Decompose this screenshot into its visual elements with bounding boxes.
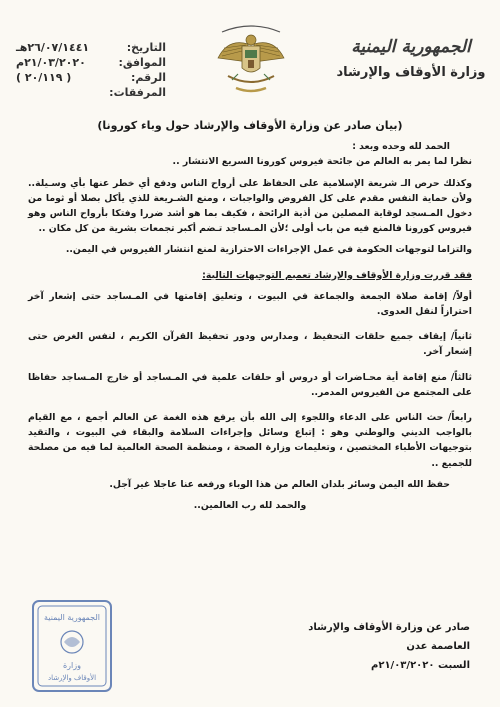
stamp-line-1: وزارة bbox=[62, 661, 82, 670]
paragraph-3: والتزاما لتوجهات الحكومة في عمل الإجراءات الاحترازية لمنع انتشار الفيروس في اليمن.. bbox=[65, 244, 472, 256]
reference-block bbox=[16, 40, 166, 100]
attachments-row bbox=[16, 85, 166, 100]
directive-2 bbox=[28, 329, 472, 359]
issuer: صادر عن وزارة الأوقاف والإرشاد bbox=[308, 622, 470, 633]
directive-1 bbox=[28, 289, 472, 319]
greeting: الحمد لله وحده وبعد : bbox=[352, 141, 450, 153]
ministry-stamp-icon bbox=[30, 598, 114, 694]
issuer-block bbox=[270, 618, 470, 675]
letter-body bbox=[28, 118, 472, 513]
directive-3-label: ثالثاً/ bbox=[450, 371, 472, 383]
issuer-city: العاصمة عدن bbox=[406, 641, 470, 652]
stamp-line-2: الأوقاف والإرشاد bbox=[47, 674, 97, 682]
directive-2-label: ثانياً/ bbox=[450, 331, 472, 343]
date-row bbox=[16, 40, 166, 55]
paragraph-1: نظرا لما يمر به العالم من جائحة فيروس كورونا السريع الانتشار .. bbox=[172, 156, 472, 168]
republic-name: الجمهورية اليمنية bbox=[351, 37, 471, 57]
ministry-name: وزارة الأوقاف والإرشاد bbox=[336, 65, 486, 80]
date-value: ٢٦/٠٧/١٤٤١هـ bbox=[16, 41, 90, 54]
corresponding-label: الموافق: bbox=[118, 56, 166, 69]
paragraph-2: وكذلك حرص الـ شريعة الإسلامية على الحفاظ على أرواح الناس ودفع أي خطر عنها بأي وسـيلة.. ولأن حماية النفس مقدم على كل الفروض والواجبات ، ومنع الشـريعة للذي يأكل بصلا أو ثوما من دخول المـسجد لوقاية المصلين من أذية الرائحة ، فكيف بما هو أشد ضررا وفتكا بأرواح الناس وهو فيروس كورونا فالمنع فيه من باب أولى ؛لأن المـساجد تـضم أكبر تجمعات بشرية من كل مكان .. bbox=[28, 177, 472, 235]
directive-1-label: أولاً/ bbox=[452, 290, 472, 302]
corresponding-value: ٢١/٠٣/٢٠٢٠م bbox=[16, 56, 86, 69]
number-label: الرقم: bbox=[131, 71, 166, 84]
issue-date: السبت ٢١/٠٣/٢٠٢٠م bbox=[371, 660, 470, 671]
letterhead bbox=[0, 0, 500, 110]
date-label: التاريخ: bbox=[126, 41, 166, 54]
directive-2-text: إيقاف جميع حلقات التحفيظ ، ومدارس ودور تحفيظ القرآن الكريم ، لنفس الغرض حتى إشعار آخر. bbox=[28, 331, 472, 358]
number-row bbox=[16, 70, 166, 85]
directive-4-text: حث الناس على الدعاء واللجوء إلى الله بأن يرفع هذه الغمة عن العالم أجمع ، مع القيام بالواجب الديني والوطني وهو : إتباع وسائل وإجراءات السلامة والبقاء في البيوت ، والتقيد بتوجيهات الأطباء المختصين ، وتعليمات وزارة الصحة ، ومنظمة الصحة العالمية لما فيه من مصلحة للجميع .. bbox=[28, 412, 472, 469]
letterhead-right bbox=[336, 36, 486, 84]
number-value: ( ٢٠/١١٩ ) bbox=[16, 71, 72, 84]
directive-3 bbox=[28, 370, 472, 400]
prayer-line: حفظ الله اليمن وسائر بلدان العالم من هذا الوباء ورفعه عنا عاجلا غير آجل. bbox=[109, 478, 450, 490]
attachments-label: المرفقات: bbox=[109, 86, 166, 99]
directive-3-text: منع إقامة أية محـاضرات أو دروس أو حلقات علمية في المـساجد أو خارج المـساجد حفاظا على المجتمع من الفيروس المدمر.. bbox=[28, 371, 472, 398]
directive-4-label: رابعاً/ bbox=[447, 412, 472, 424]
stamp-top-text: الجمهورية اليمنية bbox=[43, 613, 101, 622]
eagle-emblem-icon bbox=[214, 18, 288, 96]
corresponding-row bbox=[16, 55, 166, 70]
closing-line: والحمد لله رب العالمين.. bbox=[193, 500, 307, 512]
directive-1-text: إقامة صلاة الجمعة والجماعة في البيوت ، وتعليق إقامتها في المـساجد حتى إشعار آخر احترازاً لنقل العدوى. bbox=[28, 290, 472, 318]
statement-title: (بيان صادر عن وزارة الأوقاف والإرشاد حول وباء كورونا) bbox=[97, 119, 403, 132]
decision-heading: فقد قررت وزارة الأوقاف والإرشاد تعميم التوجيهات التالية: bbox=[202, 269, 472, 281]
directive-4 bbox=[28, 410, 472, 471]
